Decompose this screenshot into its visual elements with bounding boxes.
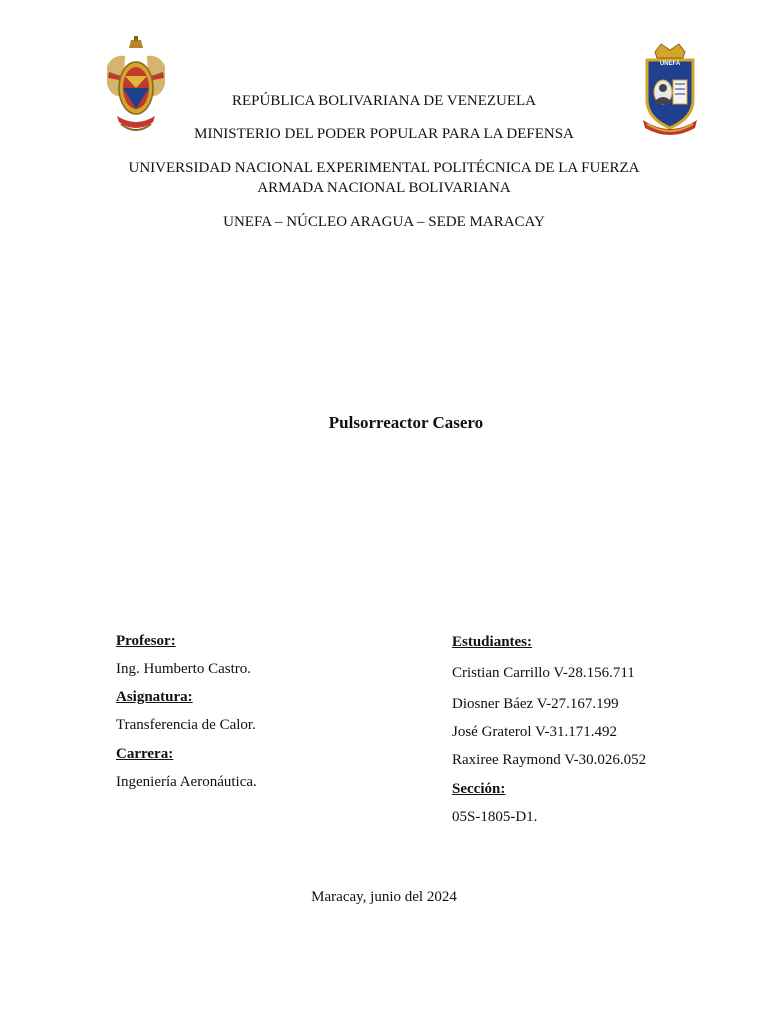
profesor-label: Profesor: (116, 633, 176, 649)
student-4: Raxiree Raymond V-30.026.052 (452, 752, 647, 768)
coat-of-arms-icon (103, 36, 169, 136)
header-line-ministerio: MINISTERIO DEL PODER POPULAR PARA LA DEFENSA (194, 126, 574, 142)
asignatura-label: Asignatura: (116, 689, 193, 705)
document-title: Pulsorreactor Casero (328, 413, 484, 432)
student-3: José Graterol V-31.171.492 (452, 724, 617, 740)
carrera-value: Ingeniería Aeronáutica. (116, 774, 257, 790)
unefa-logo-text: UNEFA (659, 61, 681, 67)
student-2: Diosner Báez V-27.167.199 (452, 696, 619, 712)
header-line-republica: REPÚBLICA BOLIVARIANA DE VENEZUELA (231, 93, 537, 109)
estudiantes-label: Estudiantes: (452, 634, 533, 650)
asignatura-value: Transferencia de Calor. (116, 717, 256, 733)
seccion-label: Sección: (452, 781, 506, 797)
footer-place-date: Maracay, junio del 2024 (311, 889, 457, 905)
header-line-universidad: UNIVERSIDAD NACIONAL EXPERIMENTAL POLITÉCNICA DE LA FUERZA (128, 160, 640, 176)
seccion-value: 05S-1805-D1. (452, 809, 538, 825)
student-1: Cristian Carrillo V-28.156.711 (452, 665, 635, 681)
header-line-unefa: UNEFA – NÚCLEO ARAGUA – SEDE MARACAY (223, 214, 545, 230)
carrera-label: Carrera: (116, 746, 174, 762)
profesor-value: Ing. Humberto Castro. (116, 661, 251, 677)
header-line-armada: ARMADA NACIONAL BOLIVARIANA (257, 180, 511, 196)
